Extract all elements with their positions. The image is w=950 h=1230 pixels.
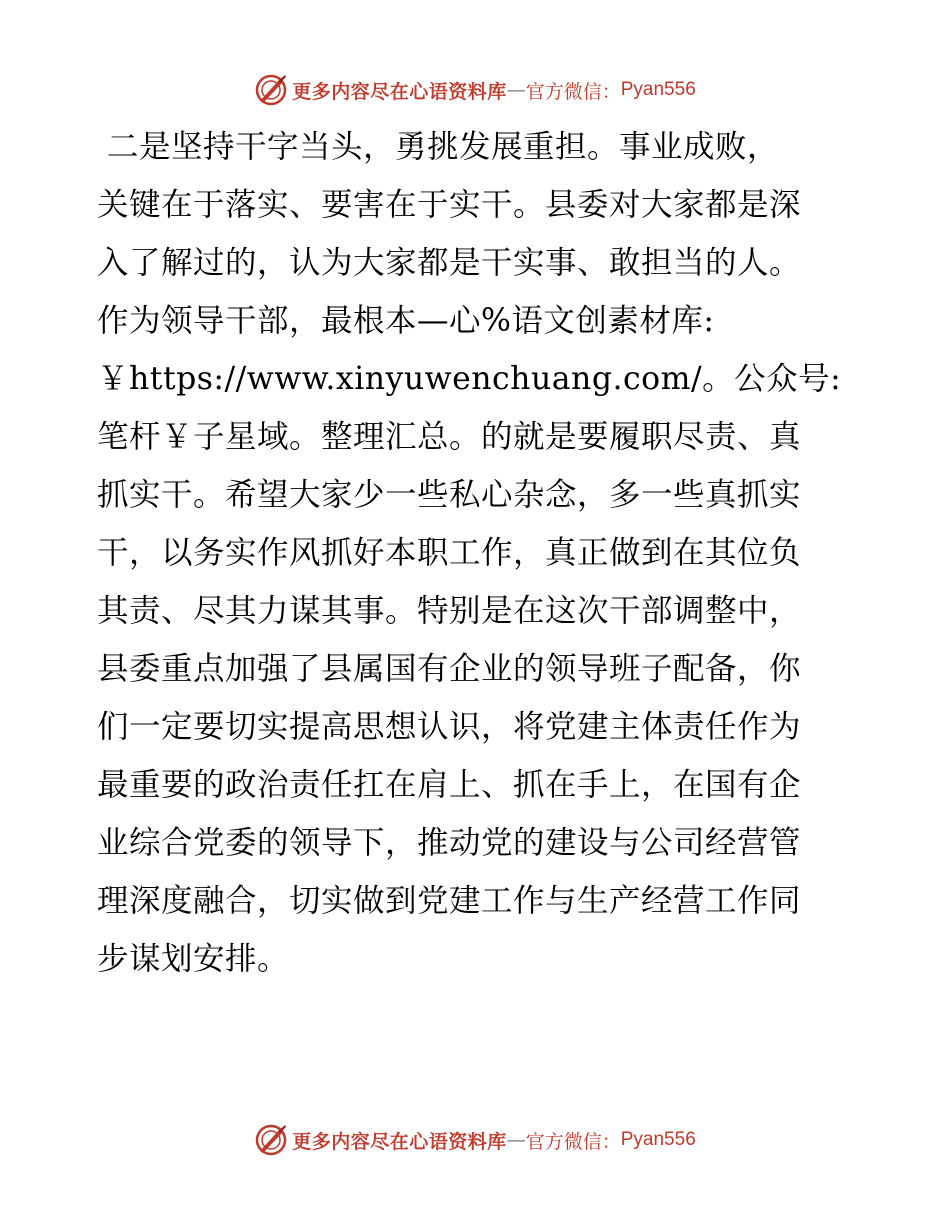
footer-site-text: 更多内容尽在心语资料库: [292, 1130, 507, 1153]
body-line: 干，以务实作风抓好本职工作，真正做到在其位负: [97, 535, 802, 571]
body-line: 业综合党委的领导下，推动党的建设与公司经营管: [97, 825, 802, 861]
body-line: 步谋划安排。: [97, 941, 290, 977]
quill-pen-logo-icon: [254, 1123, 288, 1157]
body-line: 作为领导干部，最根本—心%语文创素材库:: [97, 303, 715, 339]
body-line: ￥https://www.xinyuwenchuang.com/。公众号:: [97, 361, 842, 397]
body-line: 县委重点加强了县属国有企业的领导班子配备，你: [97, 651, 802, 687]
body-line: 其责、尽其力谋其事。特别是在这次干部调整中，: [97, 593, 802, 629]
body-line: 最重要的政治责任扛在肩上、抓在手上，在国有企: [97, 767, 802, 803]
body-line: 们一定要切实提高思想认识，将党建主体责任作为: [97, 709, 802, 745]
document-body: [97, 118, 857, 988]
header-wechat-id: Pyan556: [620, 79, 696, 100]
footer-wechat-id: Pyan556: [620, 1129, 696, 1150]
footer-wechat-label: 官方微信：: [525, 1130, 621, 1153]
body-line: 抓实干。希望大家少一些私心杂念，多一些真抓实: [97, 477, 802, 513]
body-line: 理深度融合，切实做到党建工作与生产经营工作同: [97, 883, 802, 919]
body-line: 笔杆￥子星域。整理汇总。的就是要履职尽责、真: [97, 419, 802, 455]
quill-pen-logo-icon: [254, 73, 288, 107]
body-line: 关键在于落实、要害在于实干。县委对大家都是深: [97, 187, 802, 223]
footer-banner: [0, 1120, 950, 1160]
body-line: 二是坚持干字当头，勇挑发展重担。事业成败，: [107, 129, 780, 165]
body-line: 入了解过的，认为大家都是干实事、敢担当的人。: [97, 245, 802, 281]
header-separator: —: [506, 79, 526, 101]
header-site-text: 更多内容尽在心语资料库: [292, 80, 507, 103]
footer-separator: —: [506, 1129, 526, 1151]
header-wechat-label: 官方微信：: [525, 80, 621, 103]
header-banner: [0, 70, 950, 110]
